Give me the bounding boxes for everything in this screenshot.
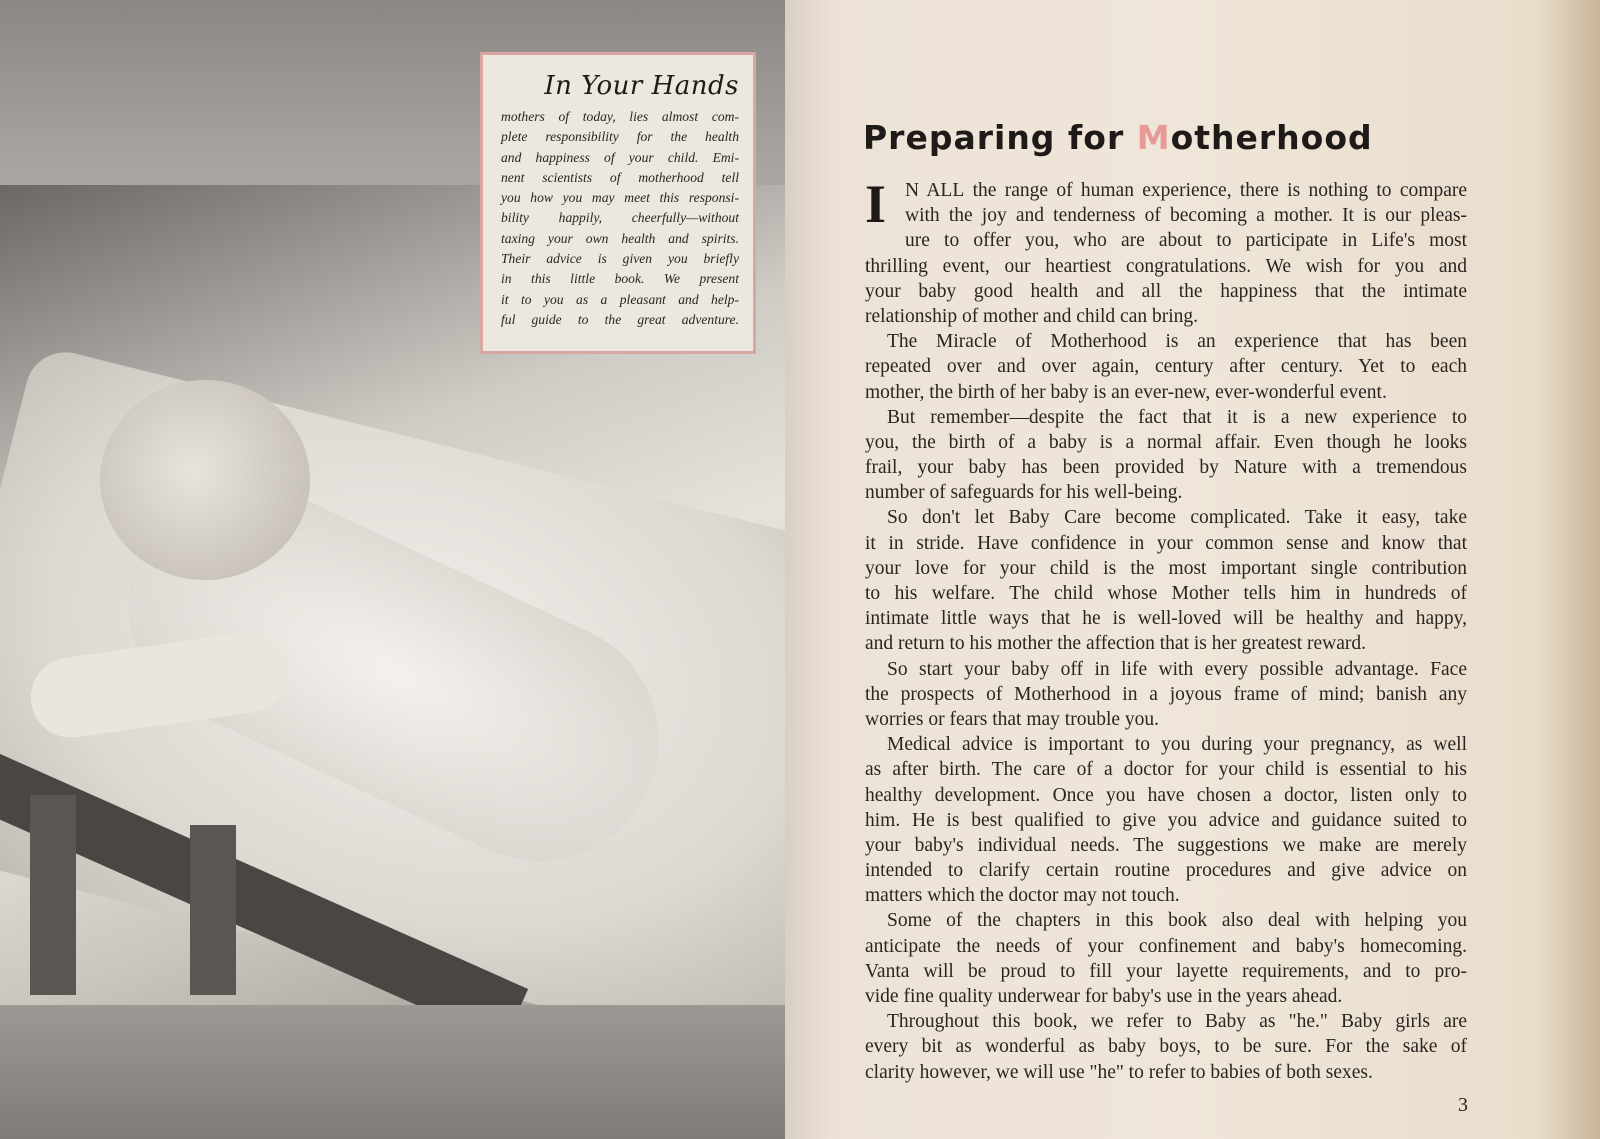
caption-line: and happiness of your child. Emi-: [501, 149, 739, 165]
opening-small-caps: N ALL: [905, 180, 965, 201]
text-line: with the joy and tenderness of becoming a mother. It is our pleas-: [905, 205, 1467, 227]
body-text: [865, 174, 1467, 1085]
caption-text: [501, 107, 739, 330]
text-line: matters which the doctor may not touch.: [865, 885, 1180, 907]
title-part: otherhood: [1170, 118, 1373, 157]
text-line: it in stride. Have confidence in your common sense and know that: [865, 532, 1467, 554]
page-number: 3: [1458, 1094, 1468, 1116]
crib-slat: [190, 825, 236, 995]
text-line: your baby's individual needs. The suggestions we make are merely: [865, 834, 1467, 856]
text-line: your baby good health and all the happiness that the intimate: [865, 280, 1467, 302]
paragraph: [865, 174, 1467, 329]
text-line: relationship of mother and child can bring.: [865, 305, 1199, 327]
text-line: repeated over and over again, century after century. Yet to each: [865, 356, 1467, 378]
drop-cap: I: [865, 174, 887, 234]
caption-line: you how you may meet this responsi-: [501, 190, 739, 206]
text-line: clarity however, we will use "he" to refer to babies of both sexes.: [865, 1061, 1373, 1083]
paragraph: [865, 732, 1467, 908]
caption-box: [480, 52, 756, 354]
text-line: number of safeguards for his well-being.: [865, 482, 1183, 504]
text-line: the prospects of Motherhood in a joyous frame of mind; banish any: [865, 683, 1467, 705]
text-line-content: the range of human experience, there is nothing to compare: [972, 180, 1467, 201]
text-line: intended to clarify certain routine procedures and give advice on: [865, 860, 1467, 882]
caption-line: plete responsibility for the health: [501, 129, 739, 145]
text-line: frail, your baby has been provided by Nature with a tremendous: [865, 457, 1467, 479]
caption-line: ful guide to the great adventure.: [501, 311, 739, 327]
text-line: [865, 178, 1467, 203]
text-line: Vanta will be proud to fill your layette requirements, and to pro-: [865, 960, 1467, 982]
text-line: him. He is best qualified to give you advice and guidance suited to: [865, 809, 1467, 831]
paragraph: [865, 405, 1467, 506]
text-line: your love for your child is the most important single contribution: [865, 557, 1467, 579]
title-accent-letter: M: [1136, 118, 1171, 157]
caption-line: nent scientists of motherhood tell: [501, 169, 739, 185]
text-line: thrilling event, our heartiest congratulations. We wish for you and: [865, 255, 1467, 277]
crib-slat: [30, 795, 76, 995]
left-page: [0, 0, 785, 1139]
text-line: Some of the chapters in this book also deal with helping you: [887, 910, 1467, 932]
text-line: Medical advice is important to you during your pregnancy, as well: [887, 734, 1467, 756]
text-line: and return to his mother the affection that is her greatest reward.: [865, 633, 1367, 655]
text-line: ure to offer you, who are about to participate in Life's most: [905, 230, 1467, 252]
text-line: intimate little ways that he is well-loved will be healthy and happy,: [865, 608, 1467, 630]
paragraph: [865, 329, 1467, 405]
paragraph: [865, 1009, 1467, 1085]
text-line: worries or fears that may trouble you.: [865, 708, 1160, 730]
text-line: vide fine quality underwear for baby's use in the years ahead.: [865, 986, 1343, 1007]
page-bottom-band: [0, 1005, 785, 1139]
text-line: to his welfare. The child whose Mother tells him in hundreds of: [865, 583, 1467, 604]
paragraph: [865, 657, 1467, 733]
text-line: anticipate the needs of your confinement and baby's homecoming.: [865, 935, 1467, 957]
text-line: But remember—despite the fact that it is a new experience to: [887, 406, 1467, 428]
text-line: mother, the birth of her baby is an ever-new, ever-wonderful event.: [865, 381, 1387, 403]
text-line: every bit as wonderful as baby boys, to be sure. For the sake of: [865, 1036, 1467, 1058]
caption-line: Their advice is given you briefly: [501, 251, 739, 267]
caption-title: In Your Hands: [544, 71, 739, 101]
text-line: as after birth. The care of a doctor for your child is essential to his: [865, 759, 1467, 781]
text-line: Throughout this book, we refer to Baby as "he." Baby girls are: [887, 1011, 1467, 1033]
title-part: Preparing for: [863, 118, 1137, 157]
caption-line: taxing your own health and spirits.: [501, 230, 739, 246]
caption-line: in this little book. We present: [501, 271, 739, 287]
text-line: So start your baby off in life with every possible advantage. Face: [887, 658, 1467, 680]
baby-head: [100, 380, 310, 580]
paragraph: [865, 908, 1467, 1009]
page-title: [863, 118, 1373, 157]
caption-line: mothers of today, lies almost com-: [501, 109, 739, 124]
paragraph: [865, 505, 1467, 656]
text-line: The Miracle of Motherhood is an experience that has been: [887, 331, 1467, 353]
text-line: So don't let Baby Care become complicated. Take it easy, take: [887, 507, 1467, 529]
text-line: healthy development. Once you have chosen a doctor, listen only to: [865, 784, 1467, 806]
text-line: you, the birth of a baby is a normal affair. Even though he looks: [865, 431, 1467, 453]
caption-line: bility happily, cheerfully—without: [501, 210, 739, 226]
caption-line: it to you as a pleasant and help-: [501, 291, 739, 307]
